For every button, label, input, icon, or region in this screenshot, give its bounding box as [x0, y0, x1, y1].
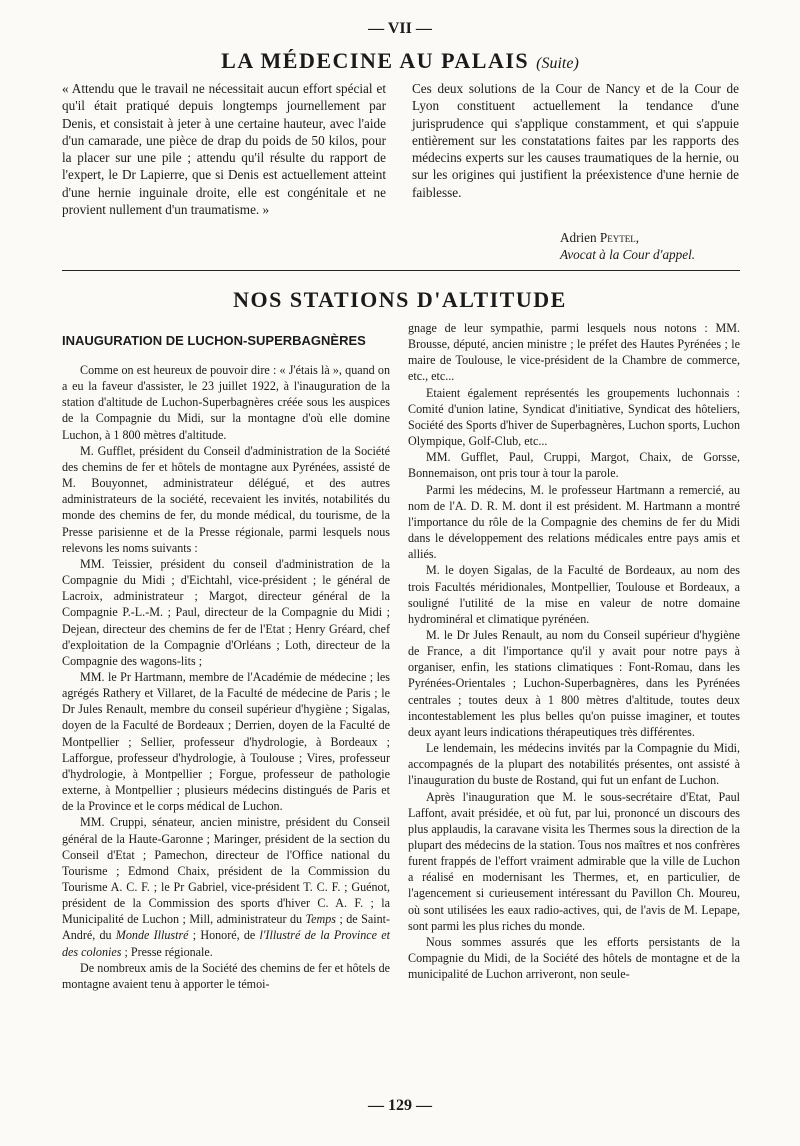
paragraph: MM. Teissier, président du conseil d'administration de la Compagnie du Midi ; d'Eichtahl, vice-président ; le général de Lacroix, administrateur ; Margot, directeur général de la Compagnie P.-L.-M. ; Paul, directeur de la Compagnie du Midi ; Dejean, directeur des chemins de fer de l'Etat ; Henry Gréard, chef d'exploitation de la Compagnie d'Orléans ; Loth, directeur de la Compagnie des wagons-lits ; — [62, 556, 390, 668]
paragraph-text: ; Presse régionale. — [121, 944, 213, 959]
paragraph-text: MM. Cruppi, sénateur, ancien ministre, président du Conseil général de la Haute-Garonne ; Maringer, président de la section du Conseil d'Etat ; Pamechon, directeur de l'Office national du Tourisme ; Edmond Chaix, président de la Commission du Tourisme A. C. F. ; le Pr Gabriel, vice-président T. C. F. ; Guénot, président de la Commission des sports d'hiver C. A. F. ; la Municipalité de Luchon ; Mill, administrateur du — [62, 815, 390, 927]
publication-name: Temps — [305, 912, 336, 927]
paragraph: gnage de leur sympathie, parmi lesquels nous notons : MM. Brousse, député, ancien ministre ; le préfet des Hautes Pyrénées ; le maire de Toulouse, le vice-président de la Chambre de commerce, etc., etc... — [408, 321, 740, 384]
paragraph: Nous sommes assurés que les efforts persistants de la Compagnie du Midi, de la Société des hôtels de montagne et de la municipalité de Luchon arriveront, non seule- — [408, 934, 740, 982]
paragraph: M. Gufflet, président du Conseil d'administration de la Société des chemins de fer et hôtels de montagne aux Pyrénées, assisté de M. Bouyonnet, administrateur délégué, et des autres administrateurs de la société, recevaient les invités, notabilités du monde des chemins de fer, du monde médical, du tourisme, de la Presse parisienne et de la Presse régionale, parmi lesquels nous relevons les noms suivants : — [62, 443, 390, 555]
article1-title: LA MÉDECINE AU PALAIS — [221, 48, 530, 73]
article2-right-column — [408, 320, 740, 982]
paragraph-text: ; Honoré, de — [188, 928, 260, 943]
author-first-name: Adrien — [560, 230, 597, 245]
author-signature — [560, 230, 639, 246]
paragraph-text: ; de Saint-André, du — [62, 912, 391, 943]
paragraph: MM. le Pr Hartmann, membre de l'Académie de médecine ; les agrégés Rathery et Villaret, de la Faculté de médecine de Paris ; le Dr Jules Renault, membre du conseil supérieur d'hygiène ; Sigalas, doyen de la Faculté de Bordeaux ; Derrien, doyen de la Faculté de Montpellier ; Sellier, professeur d'hydrologie, à Bordeaux ; Lafforgue, professeur d'hydrologie, à Toulouse ; Vires, professeur d'hydrologie, à Montpellier ; Forgue, professeur de pathologie externe, à Montpellier ; plusieurs médecins distingués de Paris et de la Province et le corps médical de Luchon. — [62, 669, 390, 814]
article1-right-text: Ces deux solutions de la Cour de Nancy et de la Cour de Lyon constituent actuellement la tendance d'une jurisprudence qui s'applique constamment, et qui s'appuie entièrement sur les constatations faites par les rapports des médecins experts sur les causes traumatiques de la hernie, ou sur les origines qui justifient la préexistence d'une hernie de faiblesse. — [412, 81, 739, 200]
article1-left-column — [62, 80, 386, 218]
article1-right-column — [412, 80, 739, 201]
paragraph: Etaient également représentés les groupements luchonnais : Comité d'union latine, Syndicat d'initiative, Syndicat des hôteliers, Société des Sports d'hiver de Superbagnères, Luchon sports, Luchon Olympique, Golf-Club, etc... — [408, 385, 740, 449]
article1-left-text: « Attendu que le travail ne nécessitait aucun effort spécial et qu'il était pratiqué depuis longtemps journellement par Denis, et consistait à jeter à une certaine hauteur, avec l'aide d'un camarade, une pièce de drap du poids de 50 kilos, pour la placer sur une pile ; attendu qu'il résulte du rapport de l'expert, le Dr Lapierre, que si Denis est actuellement atteint d'une hernie inguinale droite, elle est congénitale et ne provient nullement d'un traumatisme. » — [62, 81, 386, 218]
paragraph: Parmi les médecins, M. le professeur Hartmann a remercié, au nom de l'A. D. R. M. dont il est président. M. Hartmann a montré l'importance du rôle de la Compagnie des chemins de fer du Midi dans le développement des relations médicales entre pays amis et alliés. — [408, 482, 740, 562]
article2-subtitle: INAUGURATION DE LUCHON-SUPERBAGNÈRES — [62, 333, 366, 348]
publication-name: l'Illustré de la Province et des colonies — [62, 928, 390, 959]
paragraph: Le lendemain, les médecins invités par la Compagnie du Midi, accompagnés de la plupart des notabilités présentes, ont assisté à l'inauguration du buste de Rostand, qui fut un enfant de Luchon. — [408, 741, 740, 788]
paragraph: MM. Gufflet, Paul, Cruppi, Margot, Chaix, de Gorsse, Bonnemaison, ont pris tour à tour la parole. — [408, 450, 740, 481]
section-divider — [62, 270, 740, 271]
author-role: Avocat à la Cour d'appel. — [560, 247, 696, 262]
paragraph: M. le Dr Jules Renault, au nom du Conseil supérieur d'hygiène de France, a dit l'importance qu'il y avait pour notre pays à organiser, enfin, les stations climatiques : Font-Romau, dans les Pyrénées-Orientales ; Luchon-Superbagnères, dans les Pyrénées centrales ; toutes deux à 1 800 mètres d'altitude, toutes deux incontestablement les plus belles qu'on puisse imaginer, et toutes deux ayant leurs indications thérapeutiques très différentes. — [408, 627, 740, 739]
article2-title: NOS STATIONS D'ALTITUDE — [233, 287, 567, 312]
paragraph: Après l'inauguration que M. le sous-secrétaire d'Etat, Paul Laffont, avait présidée, et où fut, par lui, prononcé un discours des plus applaudis, la caravane visita les Thermes sous la direction de la plupart des médecins de la station. Tous nos maîtres et nos confrères furent frappés de l'effort vraiment admirable que la ville de Luchon a réalisé en modernisant les Thermes, et, en particulier, de l'agencement si curieusement intéressant du Pavillon Ch. Moureu, où sont utilisées les eaux radio-actives, qui, de l'avis de M. Lepape, sont parmi les plus riches du monde. — [408, 789, 740, 933]
author-last-name: Peytel, — [599, 230, 640, 245]
paragraph: M. le doyen Sigalas, de la Faculté de Bordeaux, au nom des trois Facultés méridionales, Montpellier, Toulouse et Bordeaux, a souligné l'utilité de la mise en valeur de notre domaine hydrominéral et climatique pyrénéen. — [408, 563, 740, 626]
page-number: — 129 — — [368, 1097, 432, 1114]
publication-name: Monde Illustré — [115, 928, 189, 943]
roman-page-number: — VII — — [368, 20, 432, 37]
article1-heading — [0, 48, 800, 74]
paragraph-with-italics — [62, 814, 390, 959]
paragraph: De nombreux amis de la Société des chemins de fer et hôtels de montagne avaient tenu à apporter le témoi- — [62, 960, 390, 991]
article2-left-column — [62, 362, 390, 992]
article1-suite: (Suite) — [536, 55, 579, 72]
paragraph: Comme on est heureux de pouvoir dire : « J'étais là », quand on a eu la faveur d'assister, le 23 juillet 1922, à l'inauguration de la station d'altitude de Luchon-Superbagnères créée sous les auspices de la Compagnie du Midi, sur la montagne d'où elle domine Luchon, à 1 800 mètres d'altitude. — [62, 363, 390, 442]
